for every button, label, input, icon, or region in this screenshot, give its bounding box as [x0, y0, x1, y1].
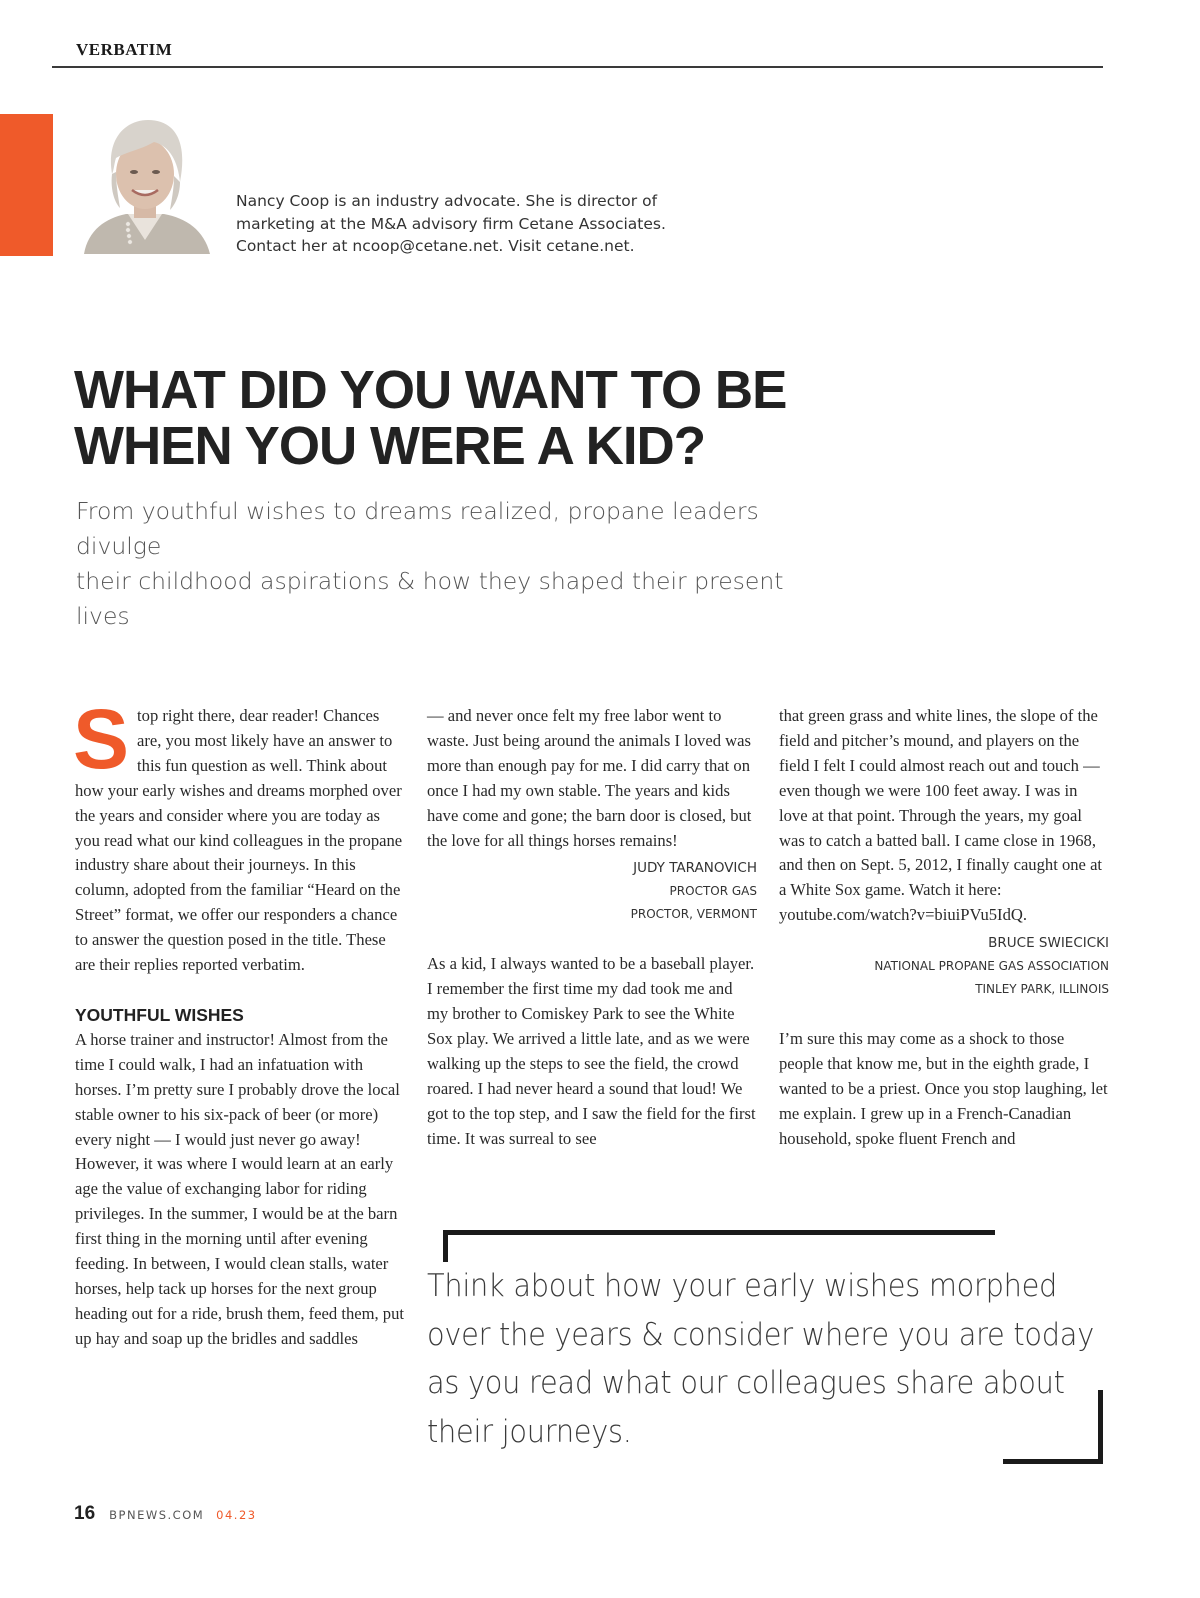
dek-line: their childhood aspirations & how they shaped their present lives — [76, 567, 784, 630]
headline-line: WHAT DID YOU WANT TO BE — [74, 360, 787, 420]
signature-2 — [779, 932, 1109, 1001]
intro-paragraph — [73, 692, 405, 978]
bio-line: marketing at the M&A advisory firm Cetane Associates. — [236, 214, 666, 233]
intro-text: top right there, dear reader! Chances are, you most likely have an answer to this fun question as well. Think about how your early wishes and dreams morphed over the years and consider where you are today as you read what our kind colleagues in the propane industry share about their journeys. In this column, adopted from the familiar “Heard on the Street” format, we offer our responders a chance to answer the question posed in the title. These are their replies reported verbatim. — [75, 706, 403, 975]
subhead: YOUTHFUL WISHES — [75, 1004, 244, 1025]
page-number: 16 — [74, 1503, 96, 1524]
signature-location: TINLEY PARK, ILLINOIS — [975, 982, 1109, 997]
pullquote-bracket-top — [443, 1230, 995, 1262]
column-1 — [73, 692, 405, 1352]
bio-line: Contact her at ncoop@cetane.net. Visit cetane.net. — [236, 237, 635, 255]
signature-name: BRUCE SWIECICKI — [988, 935, 1109, 952]
spacer — [779, 1001, 1109, 1027]
signature-1 — [427, 857, 757, 926]
author-bio — [236, 190, 706, 258]
response-2-continued: that green grass and white lines, the slope of the field and pitcher’s mound, and players on the field I felt I could almost reach out and touch — even though we were 100 feet away. I was in love at that point. Through the years, my goal was to catch a batted ball. I came close in 1968, and then on Sept. 5, 2012, I finally caught one at a White Sox game. Watch it here: youtube.com/watch?v=biuiPVu5IdQ. — [779, 706, 1103, 925]
pullquote-bracket-bottom — [1003, 1390, 1103, 1464]
pullquote-line: their journeys. — [427, 1413, 632, 1450]
response-3-text: I’m sure this may come as a shock to those people that know me, but in the eighth grade, I wanted to be a priest. Once you stop laughing, let me explain. I grew up in a French-Canadian household, spoke fluent French and — [779, 1029, 1108, 1148]
pullquote-line: Think about how your early wishes morphed — [427, 1268, 1058, 1304]
pullquote-line: as you read what our colleagues share about — [427, 1365, 1065, 1401]
signature-name: JUDY TARANOVICH — [633, 860, 757, 877]
signature-company: NATIONAL PROPANE GAS ASSOCIATION — [874, 959, 1109, 974]
response-1-text: A horse trainer and instructor! Almost from the time I could walk, I had an infatuation with horses. I’m pretty sure I probably drove the local stable owner to his six-pack of beer (or more) every night — I would just never go away! However, it was where I would learn at an early age the value of exchanging labor for riding privileges. In the summer, I would be at the barn first thing in the morning until after evening feeding. In between, I would clean stalls, water horses, help tack up horses for the next group heading out for a ride, brush them, feed them, put up hay and soap up the bridles and saddles — [75, 1029, 405, 1348]
pullquote-line: over the years & consider where you are today — [427, 1316, 1094, 1353]
signature-location: PROCTOR, VERMONT — [630, 907, 757, 922]
response-2-text: As a kid, I always wanted to be a baseball player. I remember the first time my dad took me and my brother to Comiskey Park to see the White Sox play. We arrived a little late, and as we were walking up the steps to see the field, the crowd roared. I had never heard a sound that loud! We got to the top step, and I saw the field for the first time. It was surreal to see — [427, 954, 756, 1148]
spacer — [427, 926, 757, 952]
signature-company: PROCTOR GAS — [669, 884, 757, 899]
header-rule — [52, 66, 1103, 68]
accent-bar — [0, 114, 53, 256]
page-footer — [74, 1503, 257, 1527]
headline-line: WHEN YOU WERE A KID? — [74, 416, 706, 476]
bio-line: Nancy Coop is an industry advocate. She is director of — [236, 192, 658, 210]
response-1-continued: — and never once felt my free labor went to waste. Just being around the animals I loved was more than enough pay for me. I did carry that on once I had my own stable. The years and kids have come and gone; the barn door is closed, but the love for all things horses remains! — [427, 706, 752, 850]
drop-cap: S — [73, 692, 130, 786]
section-label: VERBATIM — [76, 40, 173, 59]
author-portrait — [76, 112, 214, 254]
dek-line: From youthful wishes to dreams realized, propane leaders divulge — [76, 497, 759, 560]
dek — [76, 494, 836, 634]
site-url[interactable]: BPNEWS.COM — [109, 1508, 205, 1522]
column-3 — [779, 704, 1109, 1152]
headline — [74, 362, 819, 474]
pull-quote — [427, 1262, 1094, 1456]
issue-date: 04.23 — [216, 1508, 257, 1522]
column-2 — [427, 704, 757, 1152]
